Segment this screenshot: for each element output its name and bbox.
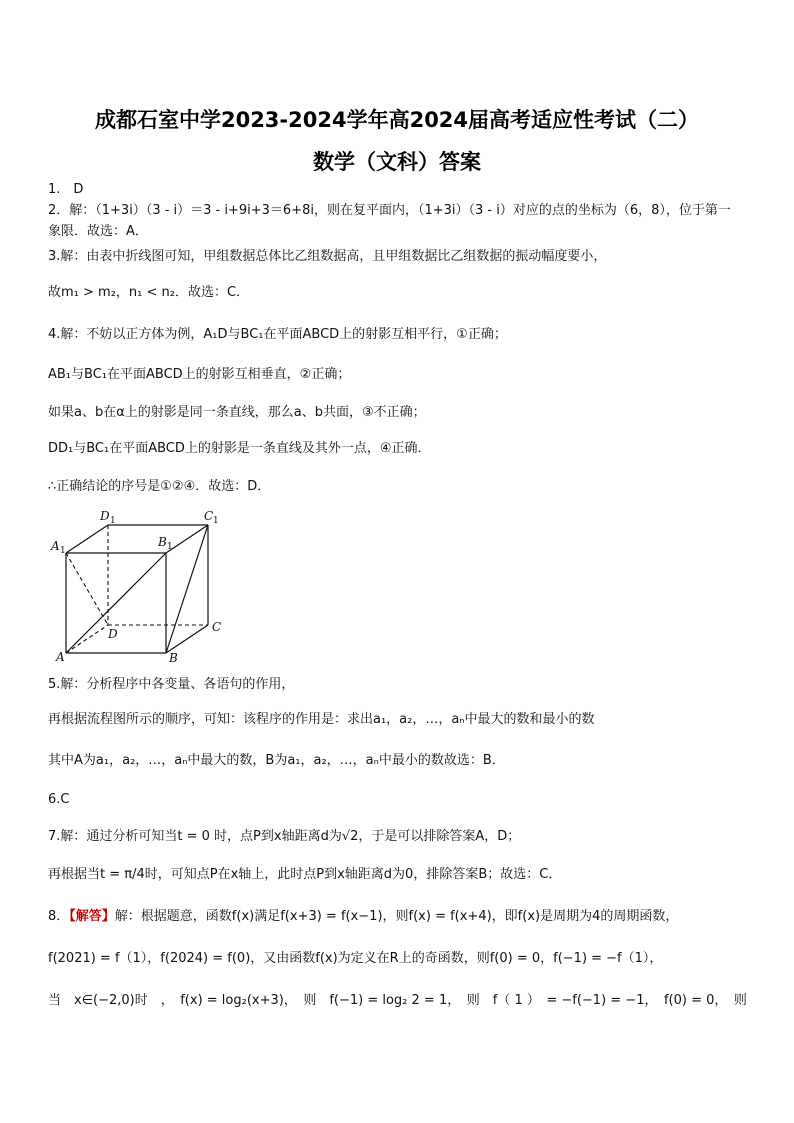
- answer-q4-line2: AB₁与BC₁在平面ABCD上的射影互相垂直，②正确；: [48, 367, 351, 382]
- answer-q4-conclusion: ∴正确结论的序号是①②④．故选：D．: [48, 479, 271, 494]
- label-A: A: [56, 650, 65, 664]
- label-B1-sub: 1: [167, 542, 173, 552]
- cube-figure: [48, 505, 238, 665]
- answer-q8-line3: 当 x∈(−2,0)时 ， f(x) = log₂(x+3)， 则 f(−1) = log₂ 2 = 1， 则 f（ 1 ） = −f(−1) = −1， f(0) = 0， 则: [48, 993, 747, 1008]
- label-A1-sub: 1: [60, 546, 66, 556]
- label-C: C: [212, 620, 222, 634]
- hidden-edge-A-D: [66, 625, 108, 653]
- answer-q2-line1: 2．解：（1+3i）（3 - i）＝3 - i+9i+3＝6+8i，则在复平面内，（1+3i）（3 - i）对应的点的坐标为（6，8），位于第一: [48, 203, 731, 218]
- answer-q2-line2: 象限．故选：A．: [48, 224, 148, 239]
- edge-A1-D1: [66, 525, 108, 553]
- answer-q3-line2: 故m₁ > m₂，n₁ < n₂．故选：C．: [48, 285, 250, 300]
- answer-q8-line1: [48, 908, 748, 926]
- answer-q4-line1: 4.解：不妨以正方体为例，A₁D与BC₁在平面ABCD上的射影互相平行，①正确；: [48, 327, 507, 342]
- label-A1: A: [51, 539, 60, 553]
- page-title: 成都石室中学2023-2024学年高2024届高考适应性考试（二）: [94, 108, 700, 132]
- answer-q7-line2: 再根据当t = π/4时，可知点P在x轴上，此时点P到x轴距离d为0，排除答案B；故选：C．: [48, 867, 562, 882]
- label-C1: C: [204, 509, 214, 523]
- answer-q5-line3: 其中A为a₁，a₂，…，aₙ中最大的数，B为a₁，a₂，…，aₙ中最小的数故选：B．: [48, 753, 505, 768]
- answer-q8-text1: 解：根据题意，函数f(x)满足f(x+3) = f(x−1)，则f(x) = f(x+4)，即f(x)是周期为4的周期函数，: [114, 909, 679, 924]
- answer-q4-line3: 如果a、b在α上的射影是同一条直线，那么a、b共面，③不正确；: [48, 405, 426, 420]
- answer-q1: 1. D: [48, 182, 84, 197]
- answer-q6: 6.C: [48, 792, 70, 807]
- answer-q8-tag: 【解答】: [69, 909, 115, 924]
- hidden-diagonal-A1-D: [66, 553, 108, 625]
- answer-q7-line1: 7.解：通过分析可知当t = 0 时，点P到x轴距离d为√2，于是可以排除答案A，D；: [48, 829, 521, 844]
- answer-q5-line2: 再根据流程图所示的顺序，可知：该程序的作用是：求出a₁，a₂，…，aₙ中最大的数和最小的数: [48, 712, 595, 727]
- label-D: D: [108, 627, 118, 641]
- answer-q3-line1: 3.解：由表中折线图可知，甲组数据总体比乙组数据高，且甲组数据比乙组数据的振动幅度要小，: [48, 249, 607, 264]
- answer-q8-line2: f(2021) = f（1），f(2024) = f(0)，又由函数f(x)为定义在R上的奇函数，则f(0) = 0，f(−1) = −f（1），: [48, 951, 663, 966]
- answer-q5-line1: 5.解：分析程序中各变量、各语句的作用，: [48, 677, 295, 692]
- page-subtitle: 数学（文科）答案: [313, 150, 481, 174]
- answer-q4-line4: DD₁与BC₁在平面ABCD上的射影是一条直线及其外一点，④正确．: [48, 441, 431, 456]
- answer-q8-number: 8．: [48, 909, 70, 924]
- label-D1-sub: 1: [110, 516, 116, 526]
- label-C1-sub: 1: [213, 516, 219, 526]
- label-D1: D: [100, 509, 110, 523]
- edge-B-C: [166, 625, 208, 653]
- label-B: B: [169, 651, 178, 665]
- label-B1: B: [158, 535, 167, 549]
